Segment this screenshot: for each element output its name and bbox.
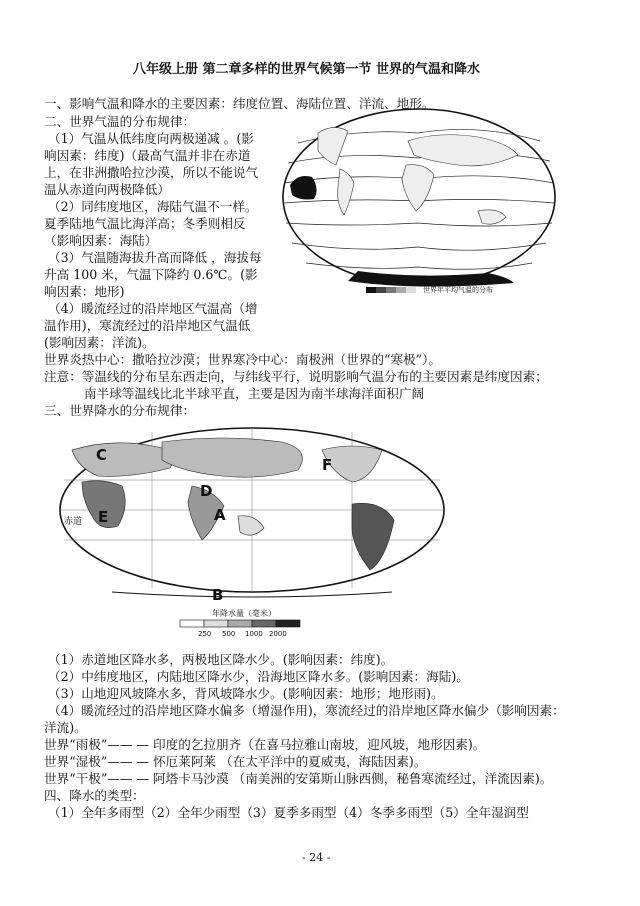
temp-line: 夏季陆地气温比海洋高；冬季则相反 <box>44 216 246 231</box>
temp-line: 升高 100 米，气温下降约 0.6℃。(影 <box>44 267 258 282</box>
legend-value: 2000 <box>269 630 287 638</box>
legend-title: 年降水量（毫米） <box>212 609 276 618</box>
wet-pole: 世界“雨极”—— — 印度的乞拉朋齐（在喜马拉雅山南坡，迎风坡，地形因素)。 <box>44 737 486 752</box>
section-1: 一、影响气温和降水的主要因素：纬度位置、海陆位置、洋流、地形。 <box>44 96 435 111</box>
temp-line: (影响因素：洋流)。 <box>44 335 155 350</box>
temp-line: 响因素：地形) <box>44 284 125 299</box>
temp-line: （影响因素：海陆） <box>44 233 158 248</box>
temp-line: 温从赤道向两极降低） <box>44 182 170 197</box>
rain-line: 洋流)。 <box>44 720 87 735</box>
page-number: - 24 - <box>302 851 331 864</box>
temp-line: 响因素：纬度)（最高气温并非在赤道 <box>44 148 251 163</box>
rain-line: （4）暖流经过的沿岸地区降水偏多（增湿作用)，寒流经过的沿岸地区降水偏少（影响因素： <box>48 703 565 718</box>
section-3-heading: 三、世界降水的分布规律： <box>44 403 196 418</box>
temp-line: （3）气温随海拔升高而降低 ，海拔每 <box>48 250 262 265</box>
temperature-map-caption: 世界年平均气温的分布 <box>423 286 493 294</box>
temp-line: （2）同纬度地区，海陆气温不一样。 <box>48 199 258 214</box>
note-line-1: 注意：等温线的分布呈东西走向，与纬线平行，说明影响气温分布的主要因素是纬度因素； <box>44 369 548 384</box>
map-label-f: F <box>322 456 333 474</box>
precipitation-map <box>52 420 448 645</box>
temperature-map <box>278 103 560 303</box>
temp-line: 温作用)，寒流经过的沿岸地区气温低 <box>44 318 251 333</box>
legend-value: 500 <box>222 630 236 638</box>
section-2-heading: 二、世界气温的分布规律： <box>44 114 196 129</box>
map-label-a: A <box>214 506 226 524</box>
map-label-b: B <box>212 586 224 604</box>
temperature-extremes: 世界炎热中心：撒哈拉沙漠；世界寒冷中心：南极洲（世界的“寒极”）。 <box>44 352 441 367</box>
map-label-e: E <box>98 508 109 526</box>
page-title: 八年级上册 第二章多样的世界气候第一节 世界的气温和降水 <box>133 62 481 77</box>
equator-label: 赤道 <box>64 517 83 527</box>
section-4-heading: 四、降水的类型： <box>44 788 145 803</box>
map-label-d: D <box>200 482 213 500</box>
legend-value: 250 <box>198 630 212 638</box>
wet-belt: 世界“湿极”—— — 怀厄莱阿莱 （在太平洋中的夏威夷，海陆因素)。 <box>44 754 427 769</box>
precipitation-types: （1）全年多雨型（2）全年少雨型（3）夏季多雨型（4）冬季多雨型（5）全年湿润型 <box>48 805 529 820</box>
temp-line: （4）暖流经过的沿岸地区气温高（增 <box>48 301 258 316</box>
map-label-c: C <box>96 446 108 464</box>
rain-line: （1）赤道地区降水多，两极地区降水少。(影响因素：纬度)。 <box>48 652 394 667</box>
temp-line: 上，在非洲撒哈拉沙漠，所以不能说气 <box>44 165 259 180</box>
dry-pole: 世界“干极”—— — 阿塔卡马沙漠 （南美洲的安第斯山脉西侧，秘鲁寒流经过，洋流因素)。 <box>44 771 553 786</box>
rain-line: （3）山地迎风坡降水多，背风坡降水少。(影响因素：地形；地形雨)。 <box>48 686 444 701</box>
legend-value: 1000 <box>245 630 263 638</box>
rain-line: （2）中纬度地区，内陆地区降水少，沿海地区降水多。(影响因素：海陆)。 <box>48 669 469 684</box>
temp-line: （1）气温从低纬度向两极递减 。(影 <box>48 131 254 146</box>
note-line-2: 南半球等温线比北半球平直，主要是因为南半球海洋面积广阔 <box>84 386 425 401</box>
